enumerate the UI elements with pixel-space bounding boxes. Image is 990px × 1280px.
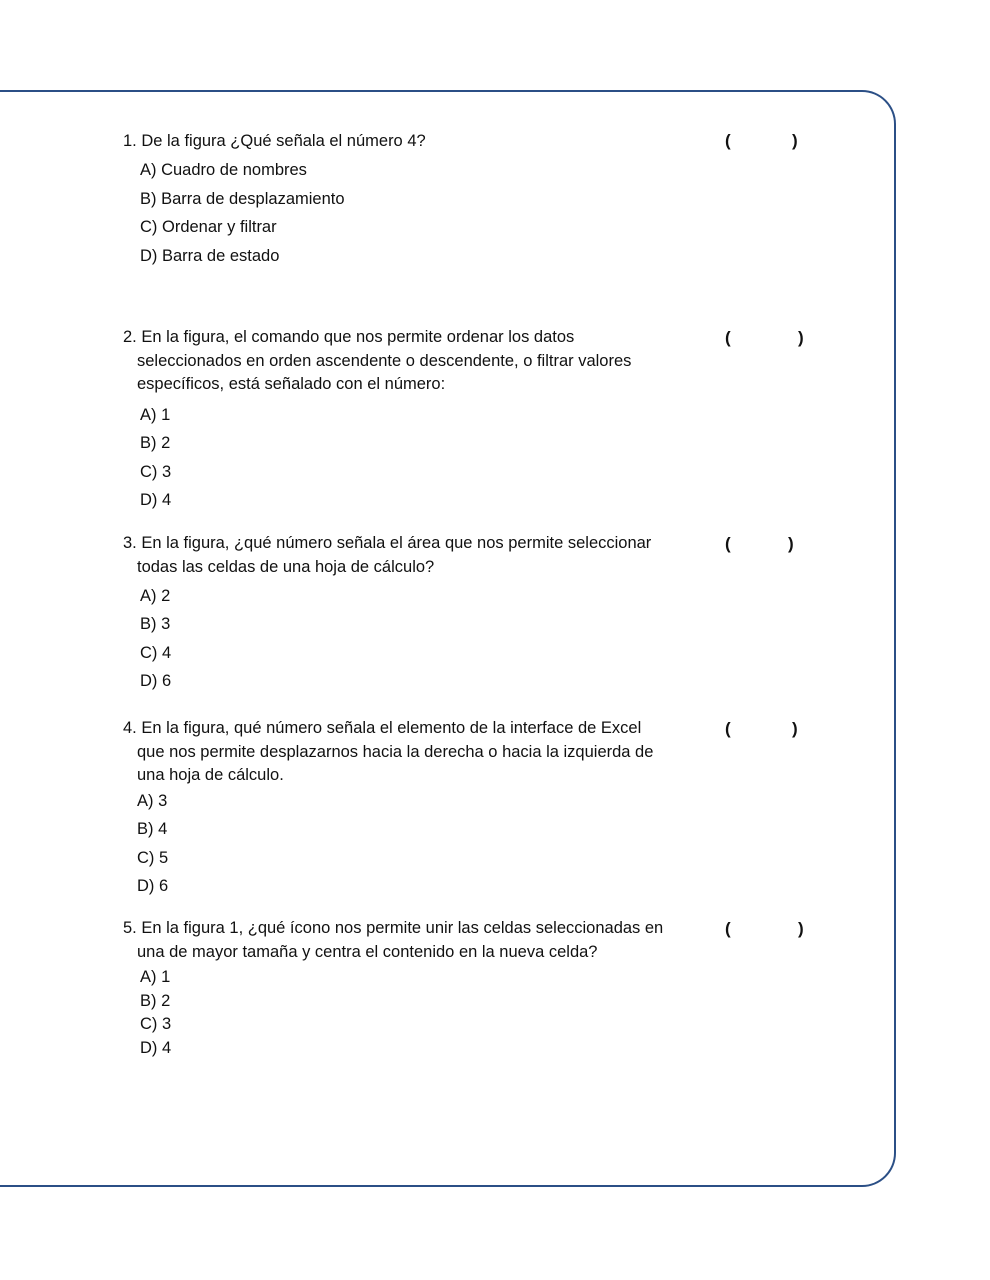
- question-3-answer-open[interactable]: (: [725, 534, 731, 553]
- question-3-answer-close[interactable]: ): [788, 534, 794, 553]
- page-border-frame: [0, 90, 896, 1187]
- question-4-line-3: una hoja de cálculo.: [137, 766, 284, 784]
- question-3: [123, 532, 698, 579]
- question-2-answer-open[interactable]: (: [725, 328, 731, 347]
- question-5-option-b[interactable]: B) 2: [140, 992, 171, 1010]
- question-2: [123, 326, 698, 397]
- question-2-option-d[interactable]: D) 4: [140, 491, 172, 509]
- question-5: [123, 917, 713, 964]
- question-4-option-a[interactable]: A) 3: [137, 792, 168, 810]
- question-2-answer-close[interactable]: ): [798, 328, 804, 347]
- question-4-text: [123, 717, 698, 788]
- question-3-option-d[interactable]: D) 6: [140, 672, 172, 690]
- question-5-option-c[interactable]: C) 3: [140, 1015, 172, 1033]
- question-1-option-a[interactable]: A) Cuadro de nombres: [140, 161, 307, 179]
- question-4-line-2: que nos permite desplazarnos hacia la derecha o hacia la izquierda de: [137, 742, 654, 761]
- question-2-option-a[interactable]: A) 1: [140, 406, 171, 424]
- question-1-answer-close[interactable]: ): [792, 131, 798, 150]
- question-5-line-2: una de mayor tamaña y centra el contenido en la nueva celda?: [137, 942, 598, 961]
- question-5-option-a[interactable]: A) 1: [140, 968, 171, 986]
- question-3-line-1: 3. En la figura, ¿qué número señala el área que nos permite seleccionar: [123, 534, 652, 552]
- question-1-text: [123, 130, 698, 154]
- question-3-option-a[interactable]: A) 2: [140, 587, 171, 605]
- question-5-line-1: 5. En la figura 1, ¿qué ícono nos permite unir las celdas seleccionadas en: [123, 919, 664, 937]
- question-4-option-b[interactable]: B) 4: [137, 820, 168, 838]
- question-4-answer-close[interactable]: ): [792, 719, 798, 738]
- question-3-option-b[interactable]: B) 3: [140, 615, 171, 633]
- question-2-text: [123, 326, 698, 397]
- question-4-option-c[interactable]: C) 5: [137, 849, 169, 867]
- question-4-answer-open[interactable]: (: [725, 719, 731, 738]
- question-5-option-d[interactable]: D) 4: [140, 1039, 172, 1057]
- question-5-answer-open[interactable]: (: [725, 919, 731, 938]
- question-2-line-1: 2. En la figura, el comando que nos permite ordenar los datos: [123, 328, 575, 346]
- question-1: [123, 130, 698, 154]
- question-2-option-c[interactable]: C) 3: [140, 463, 172, 481]
- question-3-text: [123, 532, 698, 579]
- question-3-option-c[interactable]: C) 4: [140, 644, 172, 662]
- question-2-line-3: específicos, está señalado con el número:: [137, 375, 446, 393]
- question-1-option-d[interactable]: D) Barra de estado: [140, 247, 280, 265]
- question-4-line-1: 4. En la figura, qué número señala el elemento de la interface de Excel: [123, 719, 642, 737]
- question-1-option-b[interactable]: B) Barra de desplazamiento: [140, 190, 345, 208]
- question-4: [123, 717, 698, 788]
- question-3-line-2: todas las celdas de una hoja de cálculo?: [137, 557, 435, 576]
- question-1-answer-open[interactable]: (: [725, 131, 731, 150]
- question-1-line-1: 1. De la figura ¿Qué señala el número 4?: [123, 132, 426, 150]
- question-5-text: [123, 917, 713, 964]
- question-5-answer-close[interactable]: ): [798, 919, 804, 938]
- question-2-line-2: seleccionados en orden ascendente o descendente, o filtrar valores: [137, 351, 632, 370]
- question-1-option-c[interactable]: C) Ordenar y filtrar: [140, 218, 277, 236]
- question-2-option-b[interactable]: B) 2: [140, 434, 171, 452]
- question-4-option-d[interactable]: D) 6: [137, 877, 169, 895]
